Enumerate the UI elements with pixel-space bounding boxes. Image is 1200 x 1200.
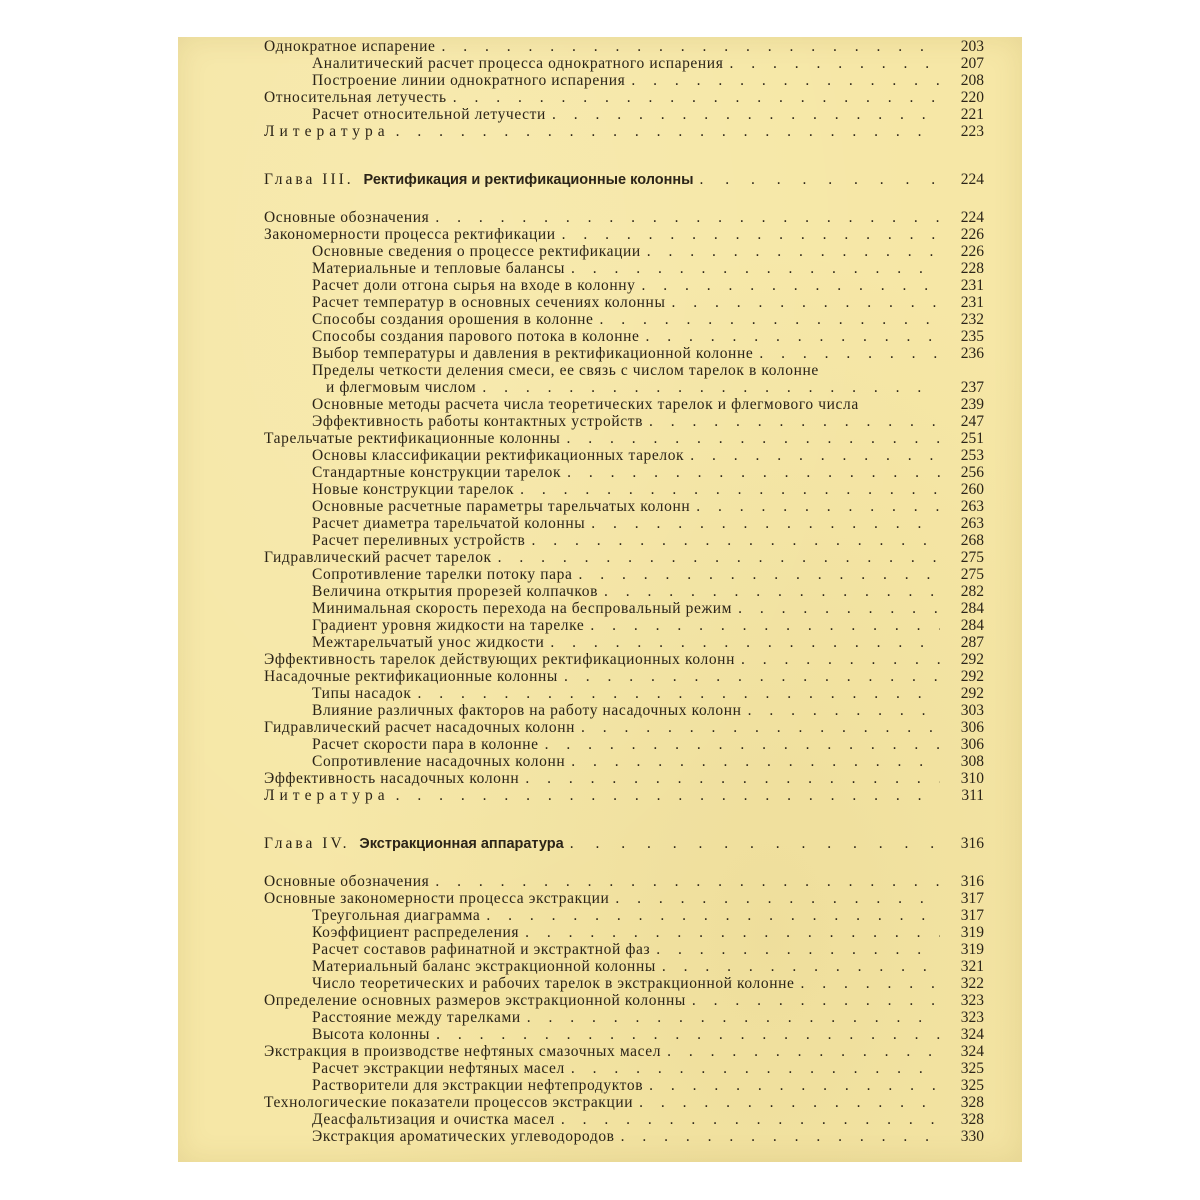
- entry-title: Литература: [264, 787, 390, 804]
- leader-dots: [729, 55, 940, 72]
- entry-title: Расчет скорости пара в колонне: [312, 736, 539, 753]
- entry-title: Межтарельчатый унос жидкости: [312, 634, 545, 651]
- page-number: 226: [960, 243, 984, 260]
- leader-dots: [525, 770, 940, 787]
- toc-entry: [258, 447, 984, 464]
- toc-entry: [258, 907, 984, 924]
- entry-title: Треугольная диаграмма: [312, 907, 481, 924]
- page-number: 251: [960, 430, 984, 447]
- leader-dots: [699, 170, 940, 190]
- page-number: 292: [960, 685, 984, 702]
- leader-dots: [564, 668, 940, 685]
- entry-title: Экстракция ароматических углеводородов: [312, 1128, 615, 1145]
- leader-dots: [649, 1077, 940, 1094]
- page-number: 263: [960, 498, 984, 515]
- page-number: 221: [960, 106, 984, 123]
- leader-dots: [600, 311, 940, 328]
- leader-dots: [578, 566, 940, 583]
- page-number: 220: [960, 89, 984, 106]
- page-number: 226: [960, 226, 984, 243]
- page-number: 308: [960, 753, 984, 770]
- toc-entry: [258, 651, 984, 668]
- entry-title: Основные обозначения: [264, 209, 430, 226]
- toc-entry: [258, 481, 984, 498]
- entry-title: Расчет экстракции нефтяных масел: [312, 1060, 565, 1077]
- toc-entry: [258, 634, 984, 651]
- page-number: 253: [960, 447, 984, 464]
- entry-title: Расчет доли отгона сырья на входе в колонну: [312, 277, 636, 294]
- page-number: 292: [960, 651, 984, 668]
- page-number: 311: [961, 787, 984, 804]
- page-number: 316: [960, 873, 984, 890]
- leader-dots: [550, 634, 940, 651]
- leader-dots: [631, 72, 940, 89]
- leader-dots: [647, 243, 940, 260]
- toc-entry: [258, 1128, 984, 1145]
- leader-dots: [738, 600, 940, 617]
- leader-dots: [615, 890, 940, 907]
- entry-title: Основные расчетные параметры тарельчатых колонн: [312, 498, 691, 515]
- leader-dots: [696, 498, 940, 515]
- leader-dots: [692, 992, 940, 1009]
- entry-title: Способы создания парового потока в колонне: [312, 328, 640, 345]
- entry-title: Расчет температур в основных сечениях колонны: [312, 294, 666, 311]
- page-number: 322: [960, 975, 984, 992]
- table-of-contents: [258, 38, 984, 1145]
- leader-dots: [656, 941, 940, 958]
- leader-dots: [604, 583, 940, 600]
- leader-dots: [649, 413, 940, 430]
- entry-title: Основные обозначения: [264, 873, 430, 890]
- leader-dots: [531, 532, 940, 549]
- toc-entry: [258, 328, 984, 345]
- toc-entry: [258, 1043, 984, 1060]
- leader-dots: [646, 328, 941, 345]
- page-number: 328: [960, 1111, 984, 1128]
- entry-title: Закономерности процесса ректификации: [264, 226, 556, 243]
- leader-dots: [741, 651, 940, 668]
- leader-dots: [570, 834, 940, 854]
- entry-title: Градиент уровня жидкости на тарелке: [312, 617, 585, 634]
- leader-dots: [571, 753, 940, 770]
- page-number: 237: [960, 379, 984, 396]
- page-number: 330: [960, 1128, 984, 1145]
- leader-dots: [520, 481, 940, 498]
- page-number: 324: [960, 1043, 984, 1060]
- toc-entry: [258, 413, 984, 430]
- entry-title: Коэффициент распределения: [312, 924, 520, 941]
- toc-section-chapter-4: [258, 873, 984, 1145]
- entry-title: Насадочные ректификационные колонны: [264, 668, 558, 685]
- page-number: 232: [960, 311, 984, 328]
- leader-dots: [581, 719, 940, 736]
- leader-dots: [436, 1026, 940, 1043]
- leader-dots: [662, 958, 940, 975]
- leader-dots: [591, 515, 940, 532]
- toc-entry: [258, 89, 984, 106]
- leader-dots: [486, 907, 940, 924]
- page-number: 263: [960, 515, 984, 532]
- page-number: 317: [960, 890, 984, 907]
- chapter-title: Ректификация и ректификационные колонны: [363, 172, 694, 188]
- leader-dots: [562, 226, 940, 243]
- toc-entry: [258, 498, 984, 515]
- page-number: 303: [960, 702, 984, 719]
- toc-entry: [258, 464, 984, 481]
- page-number: 323: [960, 992, 984, 1009]
- page-number: 236: [960, 345, 984, 362]
- toc-entry: [258, 379, 984, 396]
- toc-entry: [258, 566, 984, 583]
- page-number: 325: [960, 1060, 984, 1077]
- entry-title: Экстракция в производстве нефтяных смазочных масел: [264, 1043, 662, 1060]
- page-number: 239: [960, 396, 984, 413]
- toc-entry: [258, 515, 984, 532]
- leader-dots: [453, 89, 940, 106]
- toc-entry: [258, 702, 984, 719]
- toc-entry: [258, 890, 984, 907]
- toc-entry: [258, 396, 984, 413]
- toc-entry: [258, 787, 984, 804]
- toc-entry: [258, 975, 984, 992]
- leader-dots: [396, 123, 940, 140]
- page-number: 328: [960, 1094, 984, 1111]
- page-number: 292: [960, 668, 984, 685]
- toc-entry: [258, 362, 984, 379]
- page-number: 284: [960, 617, 984, 634]
- page-number: 228: [960, 260, 984, 277]
- page-number: 317: [960, 907, 984, 924]
- chapter-heading-4: [258, 834, 984, 854]
- page-number: 319: [960, 941, 984, 958]
- entry-title: Высота колонны: [312, 1026, 431, 1043]
- entry-title: Тарельчатые ректификационные колонны: [264, 430, 561, 447]
- leader-dots: [552, 106, 940, 123]
- toc-entry: [258, 226, 984, 243]
- entry-title: Способы создания орошения в колонне: [312, 311, 594, 328]
- toc-entry: [258, 583, 984, 600]
- page-number: 223: [960, 123, 984, 140]
- entry-title: Эффективность насадочных колонн: [264, 770, 520, 787]
- page-number: 268: [960, 532, 984, 549]
- page-number: 260: [960, 481, 984, 498]
- leader-dots: [417, 685, 940, 702]
- entry-title: Литература: [264, 123, 390, 140]
- entry-title: Основные сведения о процессе ректификации: [312, 243, 641, 260]
- leader-dots: [561, 1111, 940, 1128]
- leader-dots: [621, 1128, 940, 1145]
- page-number: 321: [960, 958, 984, 975]
- page-number: 247: [960, 413, 984, 430]
- entry-title: Растворители для экстракции нефтепродуктов: [312, 1077, 644, 1094]
- entry-title: Расчет относительной летучести: [312, 106, 546, 123]
- toc-entry: [258, 958, 984, 975]
- toc-entry: [258, 243, 984, 260]
- chapter-title: Экстракционная аппаратура: [359, 836, 564, 852]
- page-number: 207: [960, 55, 984, 72]
- leader-dots: [435, 209, 940, 226]
- toc-entry: [258, 873, 984, 890]
- entry-title: Расчет диаметра тарельчатой колонны: [312, 515, 586, 532]
- entry-title: Материальный баланс экстракционной колонны: [312, 958, 656, 975]
- leader-dots: [498, 549, 940, 566]
- entry-title: Расчет переливных устройств: [312, 532, 526, 549]
- leader-dots: [748, 702, 940, 719]
- toc-entry: [258, 617, 984, 634]
- page-number: 282: [960, 583, 984, 600]
- leader-dots: [482, 379, 940, 396]
- entry-title: Основные методы расчета числа теоретических тарелок и флегмового числа: [312, 396, 859, 413]
- toc-entry: [258, 345, 984, 362]
- leader-dots: [571, 260, 940, 277]
- entry-title: Стандартные конструкции тарелок: [312, 464, 562, 481]
- toc-entry: [258, 277, 984, 294]
- page-number: 231: [960, 294, 984, 311]
- page-number: 231: [960, 277, 984, 294]
- leader-dots: [571, 1060, 940, 1077]
- entry-title: и флегмовым числом: [326, 379, 477, 396]
- page-number: 306: [960, 736, 984, 753]
- toc-entry: [258, 38, 984, 55]
- entry-title: Эффективность тарелок действующих ректификационных колонн: [264, 651, 735, 668]
- page-number: 275: [960, 566, 984, 583]
- leader-dots: [642, 277, 940, 294]
- page-number: 316: [960, 835, 984, 852]
- entry-title: Выбор температуры и давления в ректификационной колонне: [312, 345, 754, 362]
- leader-dots: [639, 1094, 940, 1111]
- toc-entry: [258, 924, 984, 941]
- entry-title: Технологические показатели процессов экстракции: [264, 1094, 634, 1111]
- entry-title: Однократное испарение: [264, 38, 436, 55]
- entry-title: Сопротивление насадочных колонн: [312, 753, 566, 770]
- toc-entry: [258, 1009, 984, 1026]
- toc-entry: [258, 294, 984, 311]
- toc-entry: [258, 209, 984, 226]
- entry-title: Эффективность работы контактных устройств: [312, 413, 643, 430]
- toc-entry: [258, 106, 984, 123]
- entry-title: Влияние различных факторов на работу насадочных колонн: [312, 702, 742, 719]
- page-number: 256: [960, 464, 984, 481]
- toc-entry: [258, 1111, 984, 1128]
- toc-entry: [258, 770, 984, 787]
- leader-dots: [527, 1009, 940, 1026]
- entry-title: Основные закономерности процесса экстракции: [264, 890, 610, 907]
- entry-title: Основы классификации ректификационных тарелок: [312, 447, 685, 464]
- page-number: 275: [960, 549, 984, 566]
- page-number: 325: [960, 1077, 984, 1094]
- toc-entry: [258, 992, 984, 1009]
- toc-entry: [258, 941, 984, 958]
- chapter-label: Глава IV.: [264, 835, 350, 852]
- leader-dots: [525, 924, 940, 941]
- toc-entry: [258, 55, 984, 72]
- entry-title: Величина открытия прорезей колпачков: [312, 583, 599, 600]
- toc-entry: [258, 1026, 984, 1043]
- entry-title: Аналитический расчет процесса однократного испарения: [312, 55, 724, 72]
- entry-title: Расстояние между тарелками: [312, 1009, 521, 1026]
- leader-dots: [442, 38, 941, 55]
- toc-entry: [258, 668, 984, 685]
- leader-dots: [566, 430, 940, 447]
- toc-entry: [258, 1094, 984, 1111]
- leader-dots: [667, 1043, 940, 1060]
- leader-dots: [671, 294, 940, 311]
- page-number: 306: [960, 719, 984, 736]
- entry-title: Число теоретических и рабочих тарелок в экстракционной колонне: [312, 975, 795, 992]
- leader-dots: [801, 975, 941, 992]
- leader-dots: [396, 787, 940, 804]
- page-number: 208: [960, 72, 984, 89]
- page-number: 203: [960, 38, 984, 55]
- toc-entry: [258, 1077, 984, 1094]
- entry-title: Гидравлический расчет тарелок: [264, 549, 492, 566]
- toc-entry: [258, 549, 984, 566]
- page-number: 323: [960, 1009, 984, 1026]
- entry-title: Сопротивление тарелки потоку пара: [312, 566, 573, 583]
- entry-title: Пределы четкости деления смеси, ее связь с числом тарелок в колонне: [312, 362, 819, 379]
- toc-section-top: [258, 38, 984, 140]
- entry-title: Деасфальтизация и очистка масел: [312, 1111, 555, 1128]
- toc-entry: [258, 123, 984, 140]
- page-number: 310: [960, 770, 984, 787]
- page-number: 224: [960, 171, 984, 188]
- page-number: 284: [960, 600, 984, 617]
- leader-dots: [590, 617, 940, 634]
- leader-dots: [435, 873, 940, 890]
- toc-entry: [258, 311, 984, 328]
- entry-title: Определение основных размеров экстракционной колонны: [264, 992, 686, 1009]
- toc-entry: [258, 532, 984, 549]
- chapter-heading-3: [258, 170, 984, 190]
- leader-dots: [690, 447, 940, 464]
- toc-entry: [258, 430, 984, 447]
- toc-entry: [258, 719, 984, 736]
- entry-title: Минимальная скорость перехода на беспровальный режим: [312, 600, 733, 617]
- leader-dots: [545, 736, 940, 753]
- leader-dots: [759, 345, 940, 362]
- entry-title: Расчет составов рафинатной и экстрактной фаз: [312, 941, 651, 958]
- page-number: 319: [960, 924, 984, 941]
- page-number: 324: [960, 1026, 984, 1043]
- entry-title: Относительная летучесть: [264, 89, 447, 106]
- page-number: 224: [960, 209, 984, 226]
- toc-entry: [258, 1060, 984, 1077]
- entry-title: Построение линии однократного испарения: [312, 72, 626, 89]
- toc-entry: [258, 685, 984, 702]
- entry-title: Новые конструкции тарелок: [312, 481, 515, 498]
- toc-entry: [258, 753, 984, 770]
- toc-section-chapter-3: [258, 209, 984, 804]
- entry-title: Типы насадок: [312, 685, 412, 702]
- page-number: 235: [960, 328, 984, 345]
- toc-entry: [258, 72, 984, 89]
- entry-title: Материальные и тепловые балансы: [312, 260, 566, 277]
- leader-dots: [567, 464, 940, 481]
- page-number: 287: [960, 634, 984, 651]
- chapter-label: Глава III.: [264, 171, 354, 188]
- entry-title: Гидравлический расчет насадочных колонн: [264, 719, 576, 736]
- toc-entry: [258, 600, 984, 617]
- toc-entry: [258, 736, 984, 753]
- toc-entry: [258, 260, 984, 277]
